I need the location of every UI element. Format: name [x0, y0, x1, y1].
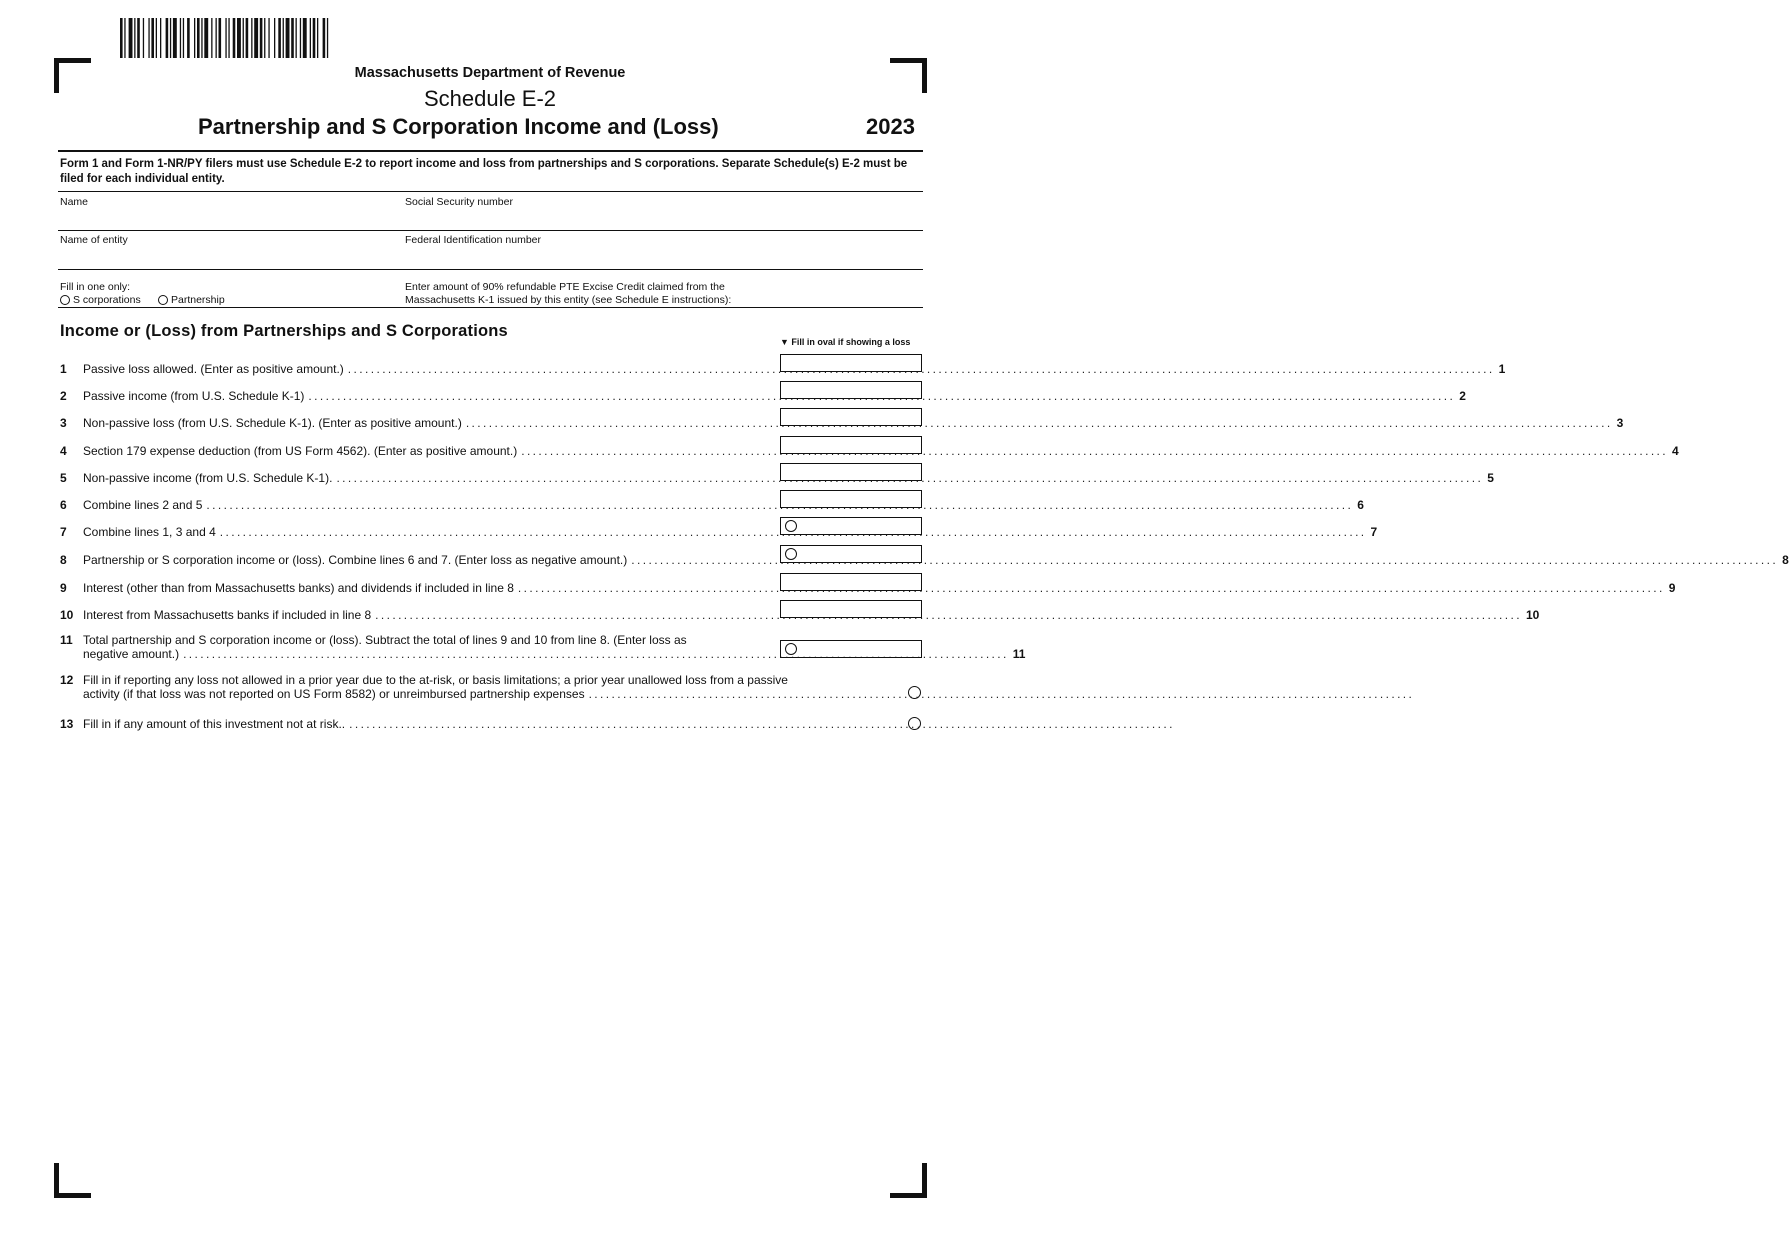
line-13-oval[interactable] — [908, 717, 921, 730]
barcode-bar — [170, 18, 171, 58]
line-text: Non-passive income (from U.S. Schedule K-1). — [83, 471, 333, 485]
leader-dots: ........................................................................................................................................................................................................ — [347, 362, 1495, 376]
line-ref-number: 9 — [1668, 581, 1676, 595]
barcode-bar — [246, 18, 249, 58]
line-1-amount-box[interactable] — [780, 354, 922, 372]
rule — [58, 230, 923, 231]
pte-credit-field[interactable] — [780, 286, 922, 306]
barcode-bar — [211, 18, 212, 58]
line-11-loss-oval[interactable] — [785, 643, 797, 655]
line-9 — [60, 578, 1676, 598]
section-title: Income or (Loss) from Partnerships and S Corporations — [60, 322, 508, 340]
line-5 — [60, 468, 1494, 488]
line-text: Interest from Massachusetts banks if included in line 8 — [83, 608, 372, 622]
line-text: Passive loss allowed. (Enter as positive amount.) — [83, 362, 344, 376]
line-3 — [60, 413, 1624, 433]
line-ref-number: 4 — [1672, 444, 1679, 458]
department-name: Massachusetts Department of Revenue — [354, 65, 626, 81]
line-6 — [60, 495, 1364, 515]
line-number: 7 — [60, 525, 67, 539]
line-8 — [60, 550, 1789, 570]
line-number: 2 — [60, 389, 67, 403]
line-ref-number: 6 — [1357, 498, 1364, 512]
leader-dots: ........................................................................................................................................................................................................ — [308, 389, 1456, 403]
barcode-bar — [264, 18, 265, 58]
line-12-oval[interactable] — [908, 686, 921, 699]
barcode-bar — [124, 18, 125, 58]
barcode-bar — [166, 18, 169, 58]
barcode-bar — [286, 18, 290, 58]
line-10-amount-box[interactable] — [780, 600, 922, 618]
barcode-bar — [317, 18, 318, 58]
line-number: 12 — [60, 673, 74, 687]
registration-mark-bottom-left — [54, 1163, 91, 1198]
barcode-bar — [180, 18, 181, 58]
leader-dots: ........................................................................................................................................................................................................ — [521, 444, 1669, 458]
barcode-bar — [327, 18, 328, 58]
line-8-amount-box[interactable] — [780, 545, 922, 563]
line-number: 1 — [60, 362, 67, 376]
line-text-row — [83, 647, 1026, 661]
s-corp-option[interactable] — [60, 294, 141, 306]
leader-dots: ........................................................................................................................................................................................................ — [517, 581, 1665, 595]
schedule-name: Schedule E-2 — [423, 86, 557, 111]
leader-dots: ................................................................................................................................................ — [183, 647, 1009, 661]
leader-dots: ........................................................................................................................................................................................................ — [631, 553, 1779, 567]
barcode-bar — [194, 18, 195, 58]
leader-dots: ........................................................................................................................................................................................................ — [206, 498, 1354, 512]
entity-name-field[interactable] — [58, 246, 398, 268]
line-5-amount-box[interactable] — [780, 463, 922, 481]
leader-dots: ................................................................................................................................................ — [588, 687, 1415, 701]
line-text: negative amount.) — [83, 647, 180, 661]
barcode-bar — [243, 18, 244, 58]
line-ref-number: 2 — [1459, 389, 1466, 403]
leader-dots: ........................................................................................................................................................................................................ — [219, 525, 1367, 539]
rule — [58, 191, 923, 192]
line-11 — [60, 633, 1026, 663]
barcode-bar — [134, 18, 135, 58]
line-text: Passive income (from U.S. Schedule K-1) — [83, 389, 305, 403]
line-10 — [60, 605, 1540, 625]
barcode-bar — [323, 18, 326, 58]
line-4 — [60, 441, 1679, 461]
line-11-amount-box[interactable] — [780, 640, 922, 658]
barcode-bar — [313, 18, 316, 58]
barcode-bar — [274, 18, 275, 58]
name-field[interactable] — [58, 208, 398, 230]
line-text: Fill in if any amount of this investment not at risk.. — [83, 717, 346, 731]
line-number: 5 — [60, 471, 67, 485]
line-ref-number: 1 — [1498, 362, 1506, 376]
barcode-bar — [254, 18, 258, 58]
barcode-bar — [216, 18, 217, 58]
barcode-bar — [151, 18, 154, 58]
line-text: activity (if that loss was not reported on US Form 8582) or unreimbursed partnership expenses — [83, 687, 585, 701]
line-3-amount-box[interactable] — [780, 408, 922, 426]
barcode-bar — [156, 18, 157, 58]
rule — [58, 307, 923, 308]
line-ref-number: 11 — [1012, 647, 1026, 661]
line-1 — [60, 359, 1506, 379]
line-number: 9 — [60, 581, 67, 595]
line-number: 3 — [60, 416, 67, 430]
fein-field[interactable] — [403, 246, 923, 268]
barcode-bar — [303, 18, 307, 58]
barcode-bar — [148, 18, 149, 58]
line-number: 8 — [60, 553, 67, 567]
pte-label-line2: Massachusetts K-1 issued by this entity (see Schedule E instructions): — [405, 294, 732, 306]
tax-year: 2023 — [866, 114, 915, 139]
line-text: Fill in if reporting any loss not allowed in a prior year due to the at-risk, or basis limitations; a prior year unallowed loss from a passive — [83, 673, 788, 687]
line-number: 6 — [60, 498, 67, 512]
barcode — [120, 18, 438, 58]
line-7 — [60, 522, 1378, 542]
line-7-amount-box[interactable] — [780, 517, 922, 535]
barcode-bar — [291, 18, 294, 58]
line-text: Non-passive loss (from U.S. Schedule K-1). (Enter as positive amount.) — [83, 416, 462, 430]
leader-dots: ........................................................................................................................................................................................................ — [465, 416, 1613, 430]
intro-text: Form 1 and Form 1-NR/PY filers must use Schedule E-2 to report income and loss from partnerships and S corporations. Separate Schedule(s) E-2 must be filed for each individual entity. — [60, 158, 908, 185]
line-ref-number: 3 — [1616, 416, 1624, 430]
barcode-bar — [233, 18, 236, 58]
fein-label: Federal Identification number — [405, 234, 541, 246]
line-2-amount-box[interactable] — [780, 381, 922, 399]
line-number: 11 — [60, 633, 73, 647]
leader-dots: ........................................................................................................................................................................................................ — [336, 471, 1484, 485]
barcode-bar — [183, 18, 184, 58]
barcode-bar — [219, 18, 222, 58]
barcode-bar — [237, 18, 241, 58]
line-2 — [60, 386, 1466, 406]
partnership-option[interactable] — [158, 294, 225, 306]
barcode-bar — [160, 18, 161, 58]
barcode-bar — [197, 18, 200, 58]
line-text: Total partnership and S corporation income or (loss). Subtract the total of lines 9 and 10 from line 8. (Enter loss as — [83, 633, 687, 647]
line-number: 13 — [60, 717, 74, 731]
barcode-bar — [173, 18, 177, 58]
line-4-amount-box[interactable] — [780, 436, 922, 454]
barcode-bar — [120, 18, 123, 58]
line-7-loss-oval[interactable] — [785, 520, 797, 532]
barcode-bar — [228, 18, 229, 58]
line-ref-number: 8 — [1782, 553, 1789, 567]
rule — [58, 269, 923, 270]
registration-mark-bottom-right — [890, 1163, 927, 1198]
barcode-bar — [300, 18, 301, 58]
line-6-amount-box[interactable] — [780, 490, 922, 508]
barcode-bar — [278, 18, 281, 58]
line-ref-number: 5 — [1487, 471, 1494, 485]
line-13 — [60, 714, 1175, 734]
name-label: Name — [60, 196, 89, 208]
barcode-bar — [137, 18, 140, 58]
line-text-row — [83, 687, 1415, 701]
barcode-bar — [187, 18, 190, 58]
s-corp-radio[interactable] — [60, 295, 70, 305]
barcode-bar — [268, 18, 269, 58]
line-ref-number: 7 — [1370, 525, 1378, 539]
line-text: Section 179 expense deduction (from US Form 4562). (Enter as positive amount.) — [83, 444, 518, 458]
fill-one-label: Fill in one only: — [60, 281, 131, 293]
barcode-bar — [260, 18, 263, 58]
leader-dots: ........................................................................................................................................................................................................ — [375, 608, 1522, 622]
line-9-amount-box[interactable] — [780, 573, 922, 591]
leader-dots: ................................................................................................................................................ — [349, 717, 1175, 731]
barcode-bar — [143, 18, 144, 58]
form-title: Partnership and S Corporation Income and (Loss) — [198, 114, 719, 139]
pte-label-line1: Enter amount of 90% refundable PTE Excise Credit claimed from the — [405, 281, 725, 293]
barcode-bar — [204, 18, 208, 58]
barcode-bar — [225, 18, 226, 58]
loss-note: ▼ Fill in oval if showing a loss — [780, 337, 911, 347]
barcode-bar — [251, 18, 252, 58]
partnership-label: Partnership — [171, 294, 225, 306]
line-text: Interest (other than from Massachusetts banks) and dividends if included in line 8 — [83, 581, 514, 595]
line-ref-number: 10 — [1525, 608, 1540, 622]
ssn-field[interactable] — [403, 208, 923, 230]
partnership-radio[interactable] — [158, 295, 168, 305]
ssn-label: Social Security number — [405, 196, 513, 208]
barcode-bar — [201, 18, 202, 58]
line-number: 4 — [60, 444, 67, 458]
barcode-bar — [296, 18, 297, 58]
line-number: 10 — [60, 608, 74, 622]
entity-name-label: Name of entity — [60, 234, 128, 246]
line-text: Combine lines 2 and 5 — [83, 498, 203, 512]
line-8-loss-oval[interactable] — [785, 548, 797, 560]
line-12 — [60, 673, 1415, 703]
barcode-bar — [310, 18, 311, 58]
line-text: Combine lines 1, 3 and 4 — [83, 525, 216, 539]
barcode-bar — [129, 18, 133, 58]
barcode-bar — [283, 18, 284, 58]
header-rule — [58, 150, 923, 152]
line-text: Partnership or S corporation income or (loss). Combine lines 6 and 7. (Enter loss as negative amount.) — [83, 553, 628, 567]
s-corp-label: S corporations — [73, 294, 141, 306]
